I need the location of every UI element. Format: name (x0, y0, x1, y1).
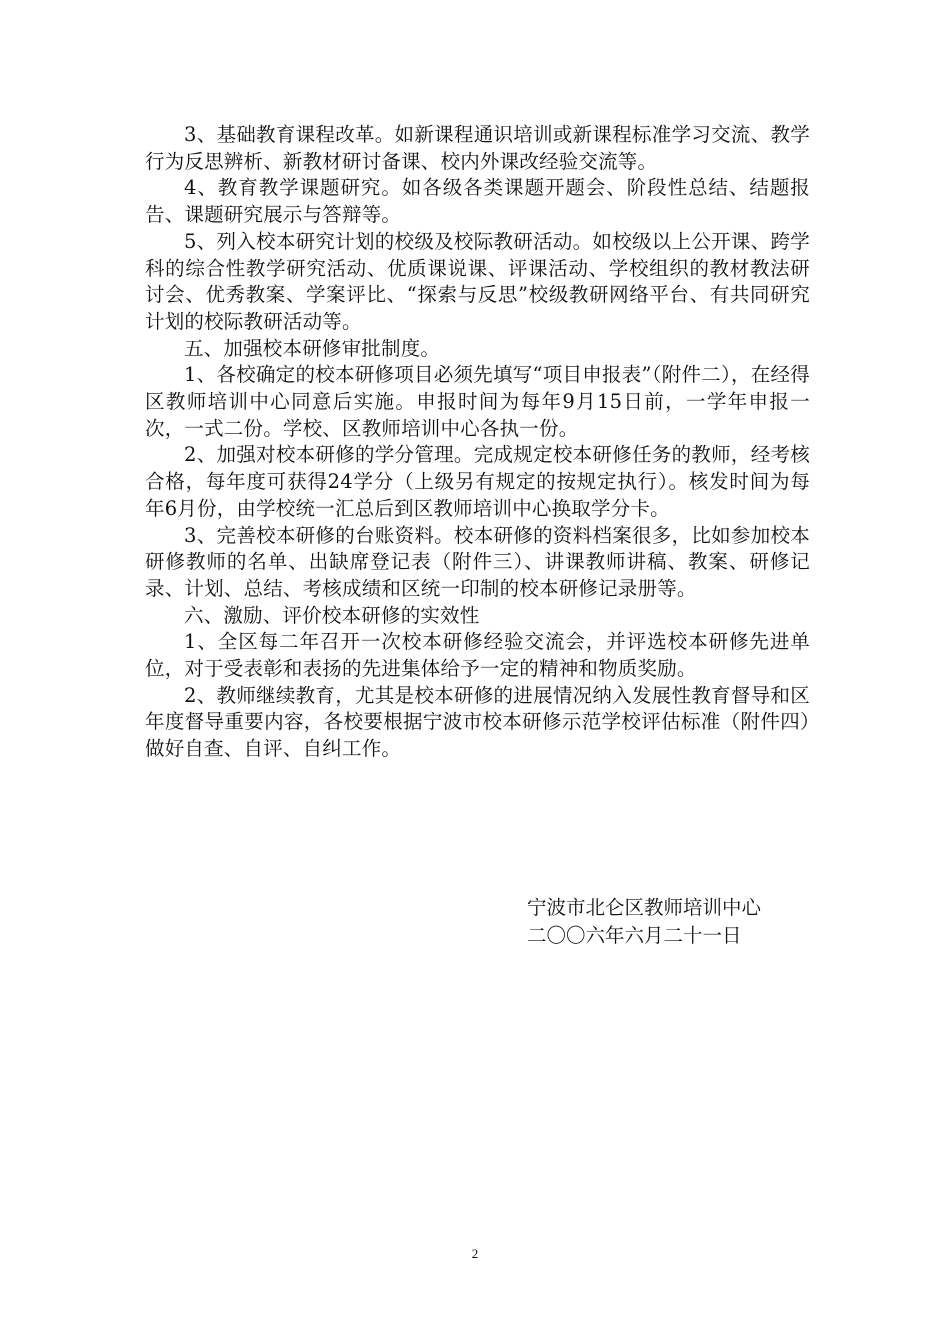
paragraph-exchange-meeting: 1、全区每二年召开一次校本研修经验交流会，并评选校本研修先进单位，对于受表彰和表扬的先进集体给予一定的精神和物质奖励。 (145, 630, 810, 681)
paragraph-research-topics: 4、教育教学课题研究。如各级各类课题开题会、阶段性总结、结题报告、课题研究展示与答辩等。 (145, 176, 810, 227)
paragraph-curriculum-reform: 3、基础教育课程改革。如新课程通识培训或新课程标准学习交流、教学行为反思辨析、新教材研讨备课、校内外课改经验交流等。 (145, 123, 810, 173)
signature-block (527, 894, 827, 950)
paragraph-continuing-education: 2、教师继续教育，尤其是校本研修的进展情况纳入发展性教育督导和区年度督导重要内容，各校要根据宁波市校本研修示范学校评估标准（附件四）做好自查、自评、自纠工作。 (145, 683, 810, 761)
page-number: 2 (471, 1246, 479, 1261)
signature-organization: 宁波市北仑区教师培训中心 (527, 896, 762, 919)
section-heading-incentives: 六、激励、评价校本研修的实效性 (184, 603, 480, 627)
signature-date: 二〇〇六年六月二十一日 (527, 924, 742, 947)
section-heading-approval: 五、加强校本研修审批制度。 (184, 336, 441, 360)
paragraph-credit-management: 2、加强对校本研修的学分管理。完成规定校本研修任务的教师，经考核合格，每年度可获得24学分（上级另有规定的按规定执行）。核发时间为每年6月份，由学校统一汇总后到区教师培训中心换取学分卡。 (145, 443, 810, 520)
document-body (145, 122, 810, 763)
paragraph-records: 3、完善校本研修的台账资料。校本研修的资料档案很多，比如参加校本研修教师的名单、出缺席登记表（附件三）、讲课教师讲稿、教案、研修记录、计划、总结、考核成绩和区统一印制的校本研修记录册等。 (145, 523, 810, 600)
paragraph-project-application: 1、各校确定的校本研修项目必须先填写“项目申报表”（附件二），在经得区教师培训中心同意后实施。申报时间为每年9月15日前，一学年申报一次，一式二份。学校、区教师培训中心各执一份。 (145, 363, 810, 440)
paragraph-school-research-activities: 5、列入校本研究计划的校级及校际教研活动。如校级以上公开课、跨学科的综合性教学研究活动、优质课说课、评课活动、学校组织的教材教法研讨会、优秀教案、学案评比、“探索与反思”校级教研网络平台、有共同研究计划的校际教研活动等。 (145, 229, 810, 333)
